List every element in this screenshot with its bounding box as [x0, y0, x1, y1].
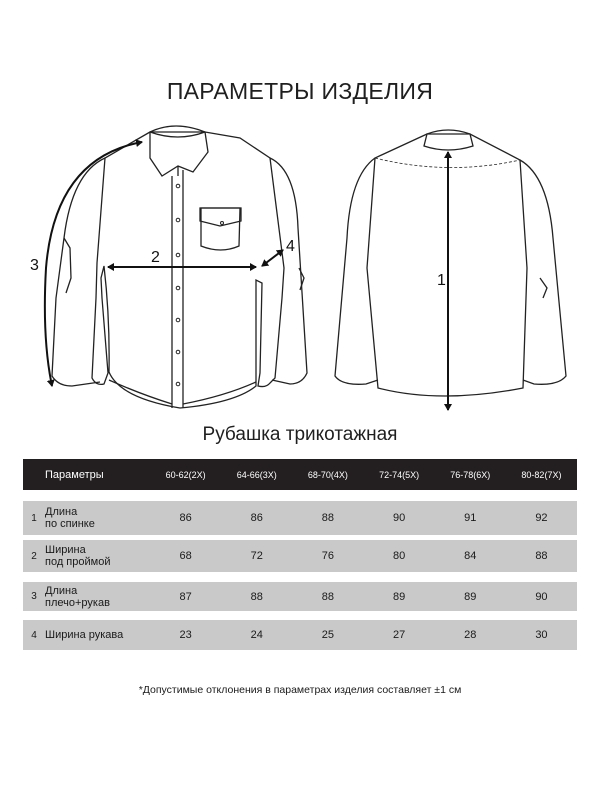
- table-cell: 23: [179, 629, 192, 641]
- size-header: 72-74(5X): [379, 469, 420, 480]
- row-number: 1: [31, 512, 37, 524]
- size-header: 60-62(2X): [165, 469, 206, 480]
- table-cell: 72: [250, 550, 263, 562]
- row-label: [45, 585, 150, 609]
- marker-4: 4: [286, 238, 295, 255]
- marker-1: 1: [437, 272, 446, 289]
- row-label-line: Длина: [45, 506, 78, 518]
- table-cell: 25: [321, 629, 335, 641]
- table-header: [23, 459, 577, 490]
- row-number: 4: [31, 629, 37, 641]
- table-cell: 86: [250, 512, 263, 524]
- table-row: [23, 620, 577, 650]
- table-cell: 89: [464, 590, 477, 603]
- row-label: [45, 506, 150, 530]
- row-number: 2: [31, 550, 37, 562]
- table-cell: 89: [392, 590, 406, 603]
- table-cell: 28: [464, 629, 477, 641]
- table-cell: 88: [321, 512, 335, 524]
- table-row: [23, 582, 577, 611]
- product-subtitle: Рубашка трикотажная: [202, 424, 398, 445]
- table-cell: 90: [535, 590, 548, 603]
- size-header: 64-66(3X): [236, 469, 277, 480]
- table-cell: 80: [392, 550, 406, 562]
- row-label: [45, 544, 150, 568]
- table-cell: 24: [250, 629, 263, 641]
- table-cell: 27: [392, 629, 406, 641]
- header-label: Параметры: [45, 468, 104, 481]
- table-cell: 88: [250, 590, 263, 603]
- row-number: 3: [31, 591, 37, 602]
- table-cell: 90: [392, 512, 406, 524]
- table-cell: 84: [464, 550, 477, 562]
- row-label-line: Ширина рукава: [45, 629, 124, 641]
- table-cell: 88: [535, 550, 548, 562]
- table-cell: 91: [464, 512, 477, 524]
- row-label-line: по спинке: [45, 518, 95, 530]
- marker-3: 3: [30, 257, 39, 274]
- table-cell: 88: [321, 590, 335, 603]
- tolerance-note: *Допустимые отклонения в параметрах изделия составляет ±1 см: [138, 684, 462, 696]
- size-header: 76-78(6X): [450, 469, 491, 480]
- table-cell: 68: [179, 550, 192, 562]
- table-row: [23, 501, 577, 535]
- table-row: [23, 540, 577, 572]
- table-cell: 87: [179, 590, 192, 603]
- marker-2: 2: [151, 249, 160, 266]
- row-label-line: Длина: [45, 584, 78, 597]
- row-label-line: под проймой: [45, 556, 111, 568]
- back-shirt: [335, 130, 566, 396]
- row-label-line: Ширина: [45, 544, 86, 556]
- row-label-line: плечо+рукав: [45, 596, 110, 609]
- table-cell: 92: [535, 512, 548, 524]
- page-title: ПАРАМЕТРЫ ИЗДЕЛИЯ: [166, 78, 434, 104]
- table-cell: 76: [321, 550, 335, 562]
- size-header: 68-70(4X): [307, 469, 348, 480]
- table-cell: 30: [535, 629, 548, 641]
- table-cell: 86: [179, 512, 192, 524]
- shirt-diagram: [0, 118, 600, 418]
- row-label: [45, 629, 150, 641]
- size-header: 80-82(7X): [521, 469, 562, 480]
